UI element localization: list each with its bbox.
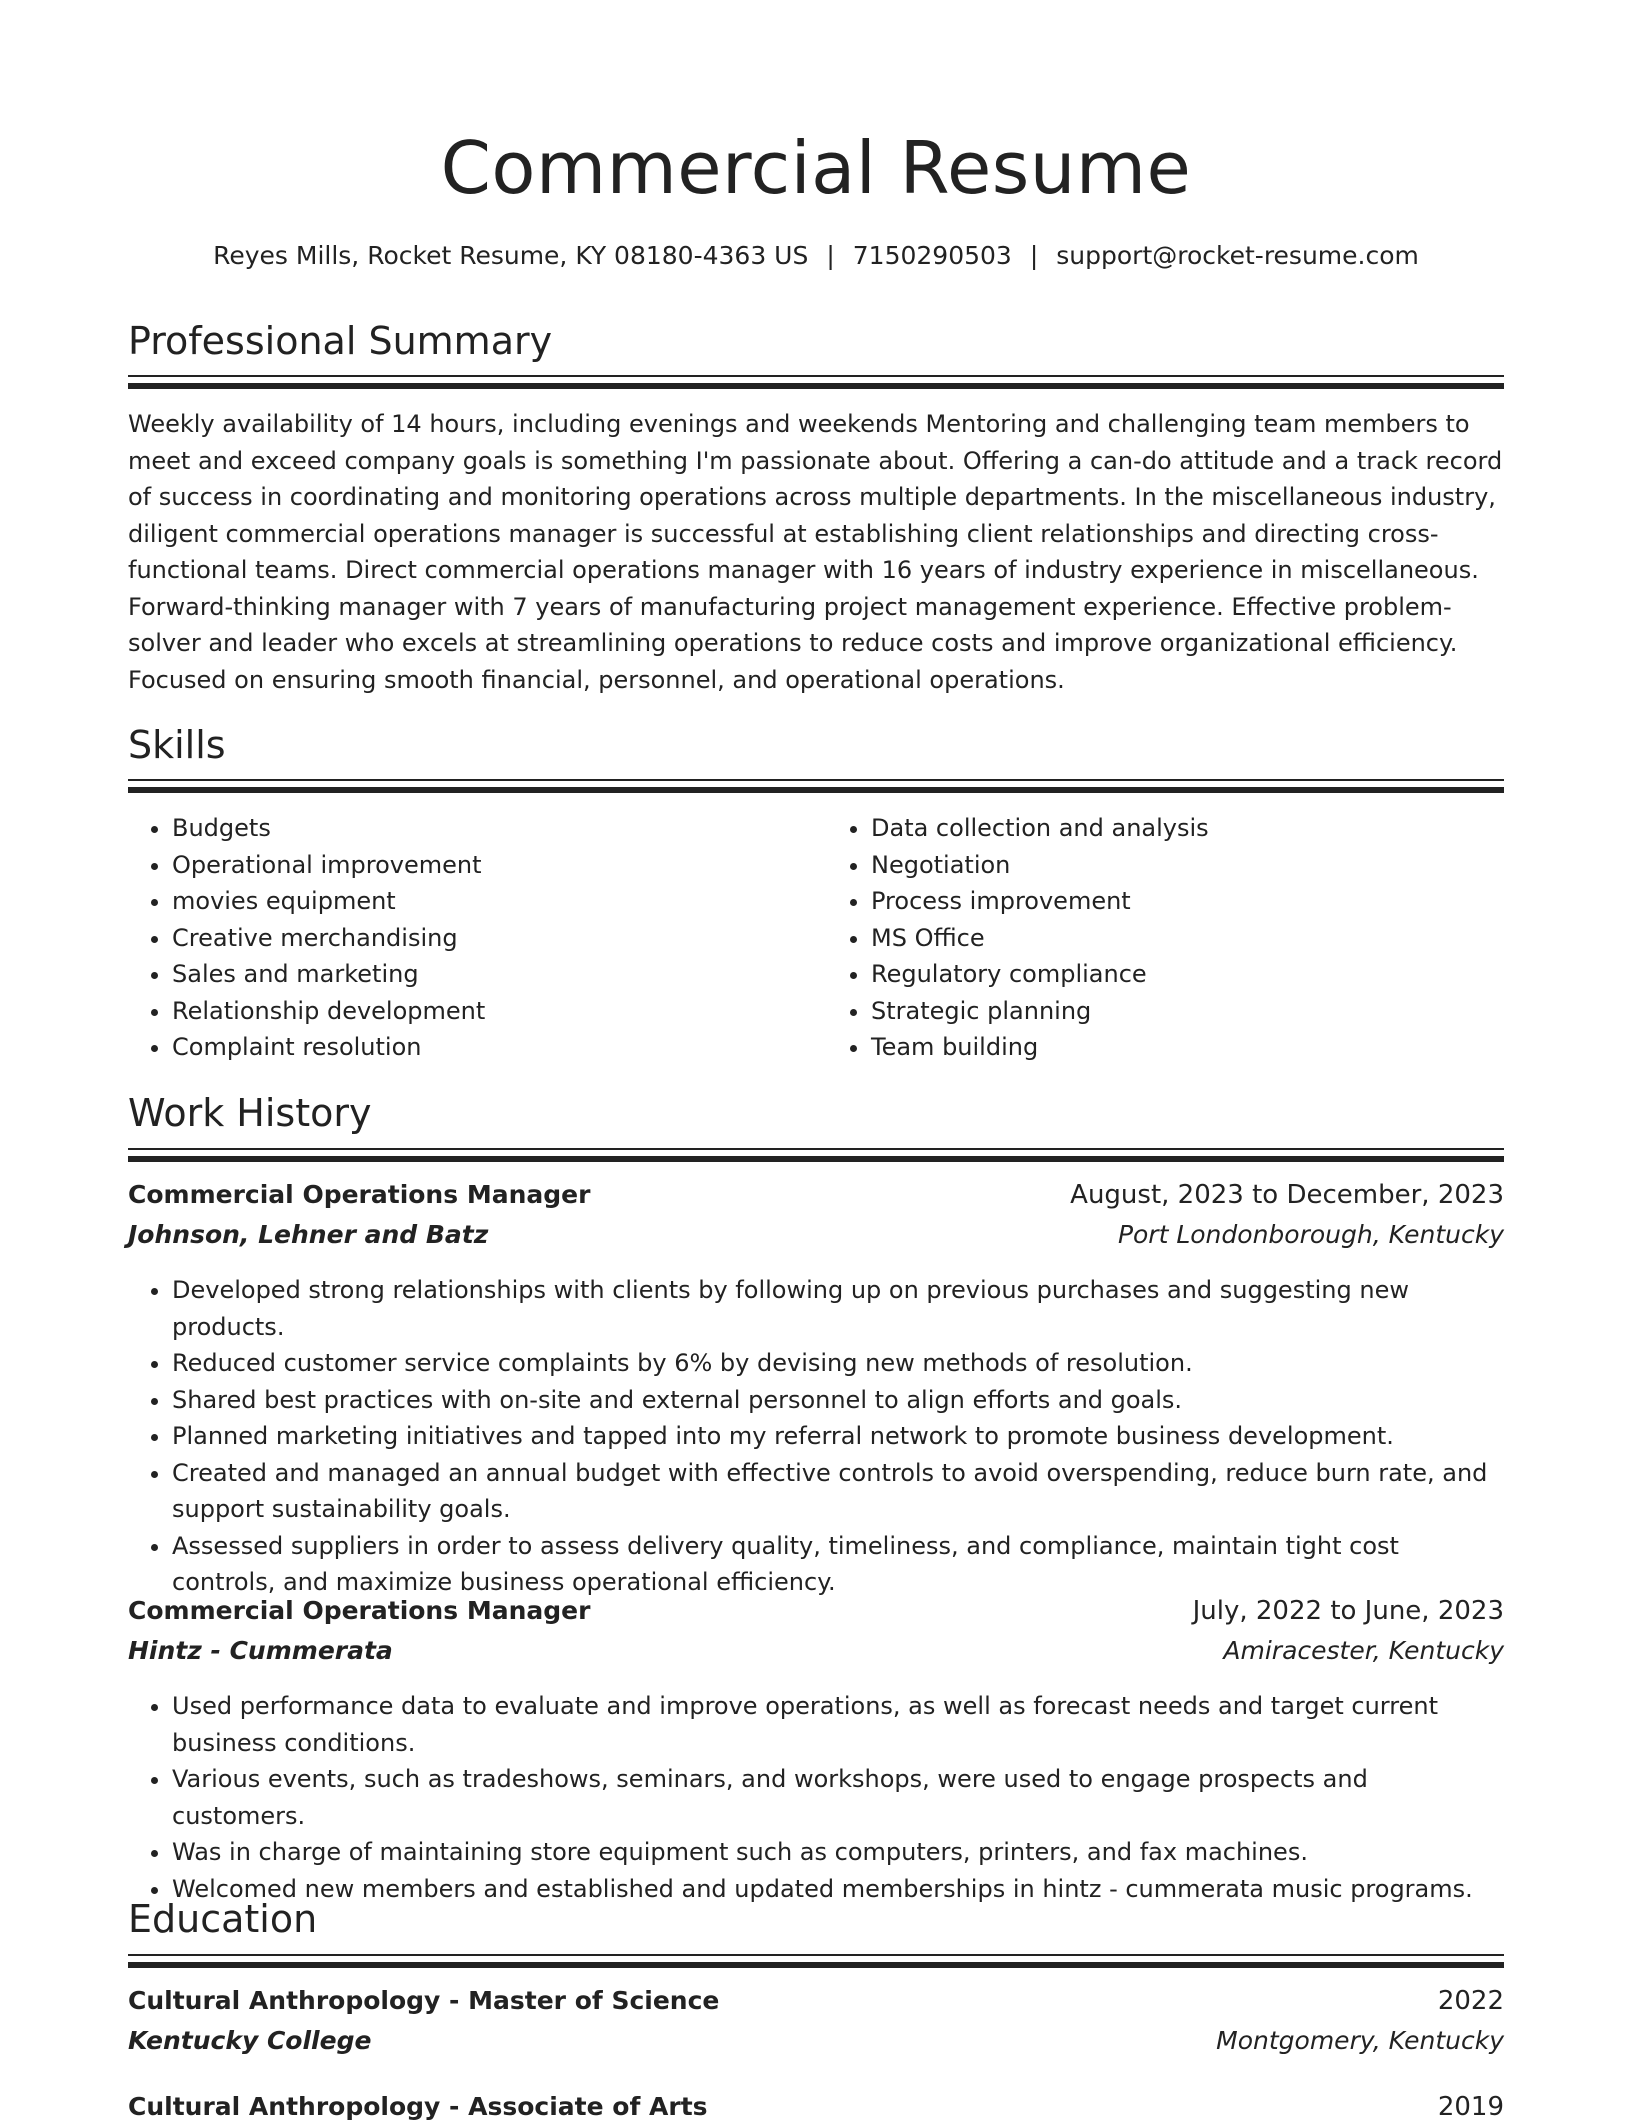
job-bullet: • Used performance data to evaluate and improve operations, as well as forecast needs and target current business conditions. bbox=[172, 1688, 1504, 1761]
education-year: 2022 bbox=[1437, 1986, 1504, 2016]
skills-heading: Skills bbox=[128, 723, 226, 767]
job-bullet: • Various events, such as tradeshows, seminars, and workshops, were used to engage prospects and customers. bbox=[172, 1761, 1504, 1834]
job-bullet: • Assessed suppliers in order to assess delivery quality, timeliness, and compliance, maintain tight cost controls, and maximize business operational efficiency. bbox=[172, 1528, 1504, 1601]
contact-email[interactable]: support@rocket-resume.com bbox=[1056, 241, 1419, 270]
job-bullet: • Was in charge of maintaining store equipment such as computers, printers, and fax machines. bbox=[172, 1834, 1504, 1871]
contact-separator: | bbox=[826, 241, 835, 270]
section-divider bbox=[128, 787, 1504, 793]
job-location: Amiracester, Kentucky bbox=[1223, 1636, 1504, 1665]
summary-heading: Professional Summary bbox=[128, 319, 553, 363]
section-divider bbox=[128, 1962, 1504, 1968]
job-company: Hintz - Cummerata bbox=[128, 1636, 393, 1665]
section-divider bbox=[128, 779, 1504, 781]
job-bullet: • Shared best practices with on-site and external personnel to align efforts and goals. bbox=[172, 1382, 1504, 1419]
contact-separator: | bbox=[1029, 241, 1039, 270]
skill-item: • Budgets bbox=[172, 810, 805, 847]
job-title: Commercial Operations Manager bbox=[128, 1180, 591, 1209]
skills-section-header bbox=[128, 720, 1504, 770]
work-section-header bbox=[128, 1088, 1504, 1138]
summary-text: Weekly availability of 14 hours, including evenings and weekends Mentoring and challenging team members to meet and exceed company goals is something I'm passionate about. Offering a can-do attitude and a track record of success in coordinating and monitoring operations across multiple departments. In the miscellaneous industry, diligent commercial operations manager is successful at establishing client relationships and directing cross-functional teams. Direct commercial operations manager with 16 years of industry experience in miscellaneous. Forward-thinking manager with 7 years of manufacturing project management experience. Effective problem-solver and leader who excels at streamlining operations to reduce costs and improve organizational efficiency. Focused on ensuring smooth financial, personnel, and operational operations. bbox=[128, 410, 1503, 694]
education-subheader bbox=[128, 2026, 1504, 2055]
job-subheader bbox=[128, 1636, 1504, 1665]
job-header bbox=[128, 1596, 1504, 1626]
job-bullets bbox=[128, 1688, 1504, 1907]
education-header bbox=[128, 2092, 1504, 2122]
summary-section-header bbox=[128, 316, 1504, 366]
job-header bbox=[128, 1180, 1504, 1210]
job-bullet: • Planned marketing initiatives and tapped into my referral network to promote business development. bbox=[172, 1418, 1504, 1455]
job-title: Commercial Operations Manager bbox=[128, 1596, 591, 1625]
job-dates: August, 2023 to December, 2023 bbox=[1070, 1180, 1504, 1210]
job-company: Johnson, Lehner and Batz bbox=[128, 1220, 489, 1249]
work-heading: Work History bbox=[128, 1091, 372, 1135]
skills-column-left bbox=[128, 810, 805, 1066]
resume-page bbox=[128, 0, 1504, 2122]
job-location: Port Londonborough, Kentucky bbox=[1117, 1220, 1504, 1249]
education-location: Montgomery, Kentucky bbox=[1216, 2026, 1504, 2055]
skill-item: • Regulatory compliance bbox=[871, 956, 1504, 993]
job-subheader bbox=[128, 1220, 1504, 1249]
skills-list bbox=[128, 810, 1504, 1066]
skill-item: • Operational improvement bbox=[172, 847, 805, 884]
section-divider bbox=[128, 1148, 1504, 1150]
contact-phone: 7150290503 bbox=[852, 241, 1012, 270]
job-bullet: • Created and managed an annual budget with effective controls to avoid overspending, reduce burn rate, and support sustainability goals. bbox=[172, 1455, 1504, 1528]
skill-item: • movies equipment bbox=[172, 883, 805, 920]
job-dates: July, 2022 to June, 2023 bbox=[1192, 1596, 1504, 1626]
education-school: Kentucky College bbox=[128, 2026, 372, 2055]
education-header bbox=[128, 1986, 1504, 2016]
education-year: 2019 bbox=[1437, 2092, 1504, 2122]
education-degree: Cultural Anthropology - Master of Science bbox=[128, 1986, 720, 2015]
skill-item: • MS Office bbox=[871, 920, 1504, 957]
skill-item: • Creative merchandising bbox=[172, 920, 805, 957]
section-divider bbox=[128, 375, 1504, 377]
contact-line bbox=[128, 238, 1504, 274]
contact-address: Reyes Mills, Rocket Resume, KY 08180-4363 US bbox=[213, 241, 809, 270]
skill-item: • Relationship development bbox=[172, 993, 805, 1030]
job-bullets bbox=[128, 1272, 1504, 1601]
job-bullet: • Developed strong relationships with clients by following up on previous purchases and suggesting new products. bbox=[172, 1272, 1504, 1345]
job-bullet: • Welcomed new members and established and updated memberships in hintz - cummerata music programs. bbox=[172, 1871, 1504, 1908]
education-section-header bbox=[128, 1894, 1504, 1944]
skill-item: • Complaint resolution bbox=[172, 1029, 805, 1066]
skills-column-right bbox=[805, 810, 1504, 1066]
section-divider bbox=[128, 383, 1504, 389]
section-divider bbox=[128, 1156, 1504, 1162]
skill-item: • Sales and marketing bbox=[172, 956, 805, 993]
skill-item: • Process improvement bbox=[871, 883, 1504, 920]
education-degree: Cultural Anthropology - Associate of Arts bbox=[128, 2092, 708, 2121]
skill-item: • Team building bbox=[871, 1029, 1504, 1066]
education-heading: Education bbox=[128, 1897, 318, 1941]
skill-item: • Strategic planning bbox=[871, 993, 1504, 1030]
section-divider bbox=[128, 1954, 1504, 1956]
skill-item: • Negotiation bbox=[871, 847, 1504, 884]
resume-title: Commercial Resume bbox=[440, 126, 1192, 210]
job-bullet: • Reduced customer service complaints by 6% by devising new methods of resolution. bbox=[172, 1345, 1504, 1382]
skill-item: • Data collection and analysis bbox=[871, 810, 1504, 847]
